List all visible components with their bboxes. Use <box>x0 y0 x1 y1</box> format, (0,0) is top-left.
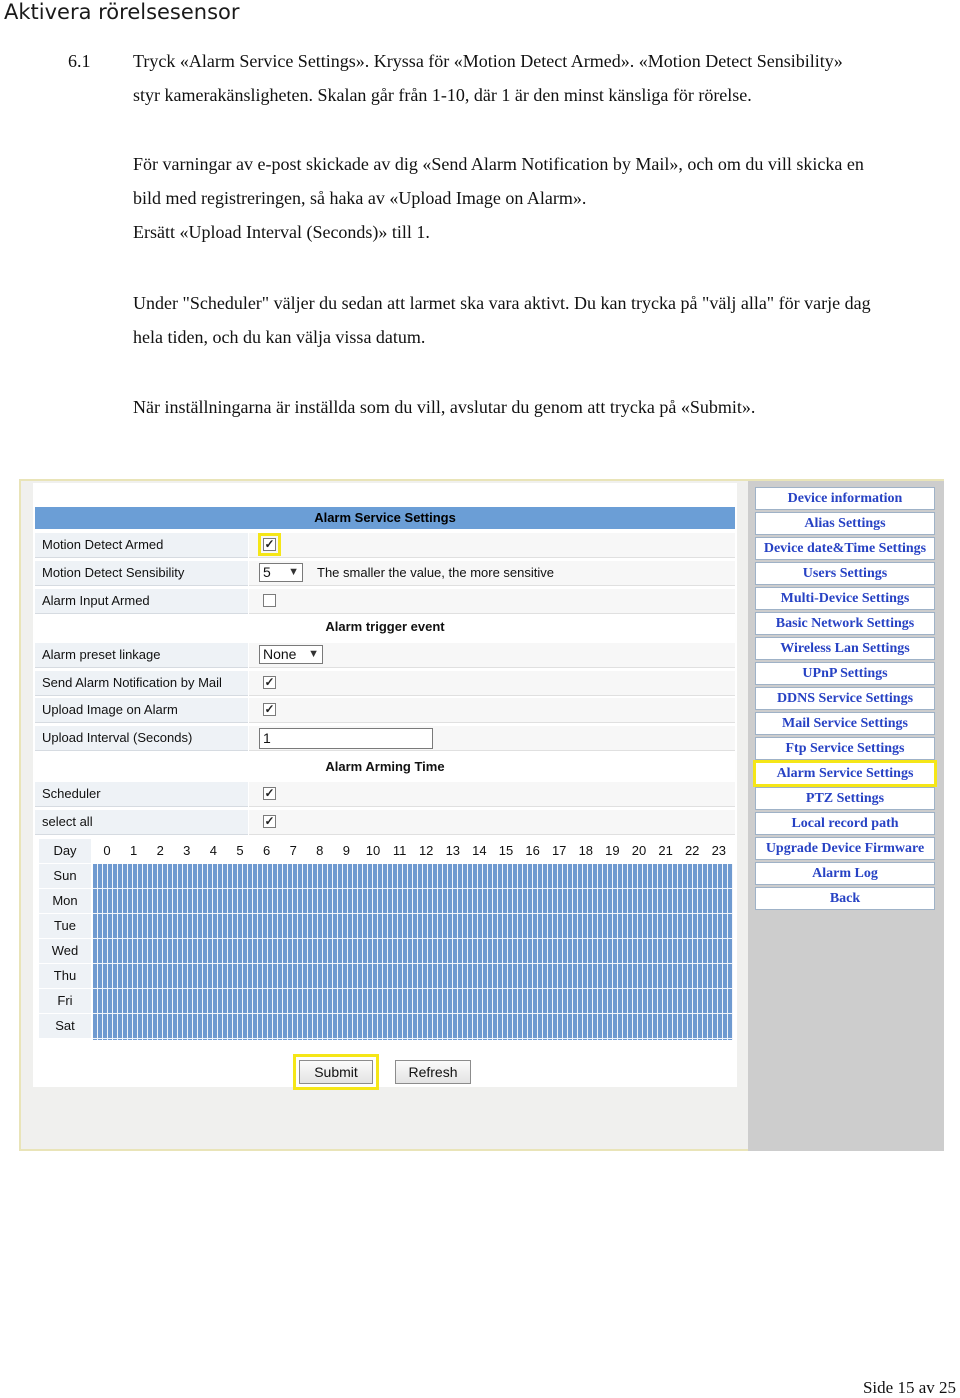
submit-button[interactable]: Submit <box>299 1060 373 1084</box>
row-upload-image <box>35 698 735 724</box>
chevron-down-icon: ▼ <box>308 648 319 660</box>
paragraph-2 <box>133 147 959 249</box>
day-label: Wed <box>39 939 91 963</box>
row-value <box>249 726 735 751</box>
preset-linkage-select[interactable] <box>259 645 323 664</box>
day-label: Fri <box>39 989 91 1013</box>
hour-header: 0 <box>103 843 111 858</box>
refresh-button[interactable]: Refresh <box>395 1060 471 1084</box>
day-label: Mon <box>39 889 91 913</box>
hour-header: 11 <box>392 843 407 858</box>
row-send-mail <box>35 671 735 697</box>
row-label: Motion Detect Armed <box>35 533 248 558</box>
hour-header: 10 <box>365 843 381 858</box>
sensibility-select[interactable] <box>259 563 303 582</box>
chevron-down-icon: ▼ <box>288 566 299 578</box>
nav-item-alias-settings[interactable]: Alias Settings <box>755 512 935 535</box>
hour-header: 2 <box>156 843 164 858</box>
hour-header: 9 <box>342 843 350 858</box>
settings-nav <box>748 481 944 1151</box>
hour-header: 23 <box>711 843 727 858</box>
row-value <box>249 698 735 723</box>
row-label: Alarm preset linkage <box>35 643 248 668</box>
row-value <box>249 561 735 586</box>
nav-item-upnp-settings[interactable]: UPnP Settings <box>755 662 935 685</box>
paragraph-1-line: styr kamerakänsligheten. Skalan går från 1-10, där 1 är den minst känsliga för rörelse. <box>133 85 752 105</box>
nav-item-mail-service-settings[interactable]: Mail Service Settings <box>755 712 935 735</box>
schedule-grid <box>39 839 733 1041</box>
paragraph-4 <box>133 390 959 424</box>
nav-item-ftp-service-settings[interactable]: Ftp Service Settings <box>755 737 935 760</box>
hour-header: 21 <box>658 843 673 858</box>
paragraph-3-line: hela tiden, och du kan välja vissa datum. <box>133 327 426 347</box>
sensibility-note: The smaller the value, the more sensitive <box>317 565 554 580</box>
select-all-checkbox[interactable]: ✓ <box>264 814 275 828</box>
hour-header: 4 <box>209 843 217 858</box>
nav-item-multi-device-settings[interactable]: Multi-Device Settings <box>755 587 935 610</box>
select-value: 5 <box>263 564 271 580</box>
nav-item-wireless-lan-settings[interactable]: Wireless Lan Settings <box>755 637 935 660</box>
day-label: Tue <box>39 914 91 938</box>
paragraph-3 <box>133 286 959 354</box>
row-value <box>249 643 735 668</box>
row-value <box>249 533 735 558</box>
day-column-header: Day <box>39 839 91 863</box>
row-label: Scheduler <box>35 782 248 807</box>
row-select-all <box>35 810 735 836</box>
upload-interval-input[interactable]: 1 <box>259 728 433 749</box>
hour-header: 19 <box>605 843 620 858</box>
row-scheduler <box>35 782 735 808</box>
hour-header: 6 <box>262 843 271 858</box>
nav-item-ptz-settings[interactable]: PTZ Settings <box>755 787 935 810</box>
row-label: Send Alarm Notification by Mail <box>35 671 248 696</box>
trigger-event-header: Alarm trigger event <box>325 619 445 634</box>
schedule-cells[interactable] <box>93 864 733 1040</box>
paragraph-4-line: När inställningarna är inställda som du vill, avslutar du genom att trycka på «Submit». <box>133 397 756 417</box>
paragraph-2-line: För varningar av e-post skickade av dig «Send Alarm Notification by Mail», och om du vill skicka en <box>133 154 864 174</box>
hour-header: 16 <box>525 843 540 858</box>
upload-image-checkbox[interactable]: ✓ <box>264 702 275 716</box>
nav-item-local-record-path[interactable]: Local record path <box>755 812 935 835</box>
hour-header: 18 <box>578 843 594 858</box>
day-label: Sat <box>39 1014 91 1038</box>
nav-item-alarm-service-settings[interactable]: Alarm Service Settings <box>755 762 935 785</box>
scheduler-checkbox[interactable]: ✓ <box>264 786 275 800</box>
hour-header: 17 <box>551 843 567 858</box>
row-upload-interval <box>35 726 735 752</box>
row-motion-detect-armed <box>35 533 735 559</box>
row-label: Motion Detect Sensibility <box>35 561 248 586</box>
hour-header: 1 <box>129 843 138 858</box>
nav-item-device-information[interactable]: Device information <box>755 487 935 510</box>
nav-item-ddns-service-settings[interactable]: DDNS Service Settings <box>755 687 935 710</box>
hour-header: 7 <box>289 843 297 858</box>
paragraph-2-line: Ersätt «Upload Interval (Seconds)» till 1. <box>133 222 430 242</box>
row-label: Upload Interval (Seconds) <box>35 726 248 751</box>
nav-item-basic-network-settings[interactable]: Basic Network Settings <box>755 612 935 635</box>
hour-header: 15 <box>498 843 514 858</box>
select-value: None <box>263 646 297 662</box>
hour-header: 3 <box>183 843 191 858</box>
hour-header: 22 <box>684 843 700 858</box>
step-number: 6.1 <box>68 51 91 71</box>
nav-item-alarm-log[interactable]: Alarm Log <box>755 862 935 885</box>
nav-item-device-date-time-settings[interactable]: Device date&Time Settings <box>755 537 935 560</box>
paragraph-2-line: bild med registreringen, så haka av «Upload Image on Alarm». <box>133 188 587 208</box>
row-label: Upload Image on Alarm <box>35 698 248 723</box>
paragraph-3-line: Under "Scheduler" väljer du sedan att larmet ska vara aktivt. Du kan trycka på "välj alla" för varje dag <box>133 293 871 313</box>
arming-time-header: Alarm Arming Time <box>325 759 445 774</box>
send-mail-checkbox[interactable]: ✓ <box>264 675 275 689</box>
paragraph-1 <box>133 44 959 112</box>
row-label: Alarm Input Armed <box>35 589 248 614</box>
day-label: Thu <box>39 964 91 988</box>
hour-header: 5 <box>236 843 244 858</box>
hour-header: 13 <box>445 843 461 858</box>
nav-item-users-settings[interactable]: Users Settings <box>755 562 935 585</box>
camera-settings-screenshot <box>19 479 944 1151</box>
paragraph-1-line: Tryck «Alarm Service Settings». Kryssa för «Motion Detect Armed». «Motion Detect Sensibility» <box>133 51 843 71</box>
page-title: Aktivera rörelsesensor <box>4 0 240 24</box>
hour-header: 14 <box>472 843 487 858</box>
row-value <box>249 782 735 807</box>
nav-item-back[interactable]: Back <box>755 887 935 910</box>
hour-header: 12 <box>418 843 434 858</box>
row-label: select all <box>35 810 248 835</box>
hour-header: 8 <box>316 843 324 858</box>
day-label: Sun <box>39 864 91 888</box>
row-value <box>249 589 735 614</box>
row-value <box>249 810 735 835</box>
hour-header: 20 <box>631 843 647 858</box>
row-preset-linkage <box>35 643 735 669</box>
alarm-settings-panel <box>33 483 737 1087</box>
row-value <box>249 671 735 696</box>
alarm-input-armed-checkbox[interactable] <box>263 594 276 607</box>
motion-detect-armed-checkbox[interactable]: ✓ <box>264 537 275 551</box>
page-footer: Side 15 av 25 <box>862 1378 956 1397</box>
row-alarm-input-armed <box>35 589 735 615</box>
panel-header: Alarm Service Settings <box>35 507 735 529</box>
row-motion-sensibility <box>35 561 735 587</box>
nav-item-upgrade-device-firmware[interactable]: Upgrade Device Firmware <box>755 837 935 860</box>
